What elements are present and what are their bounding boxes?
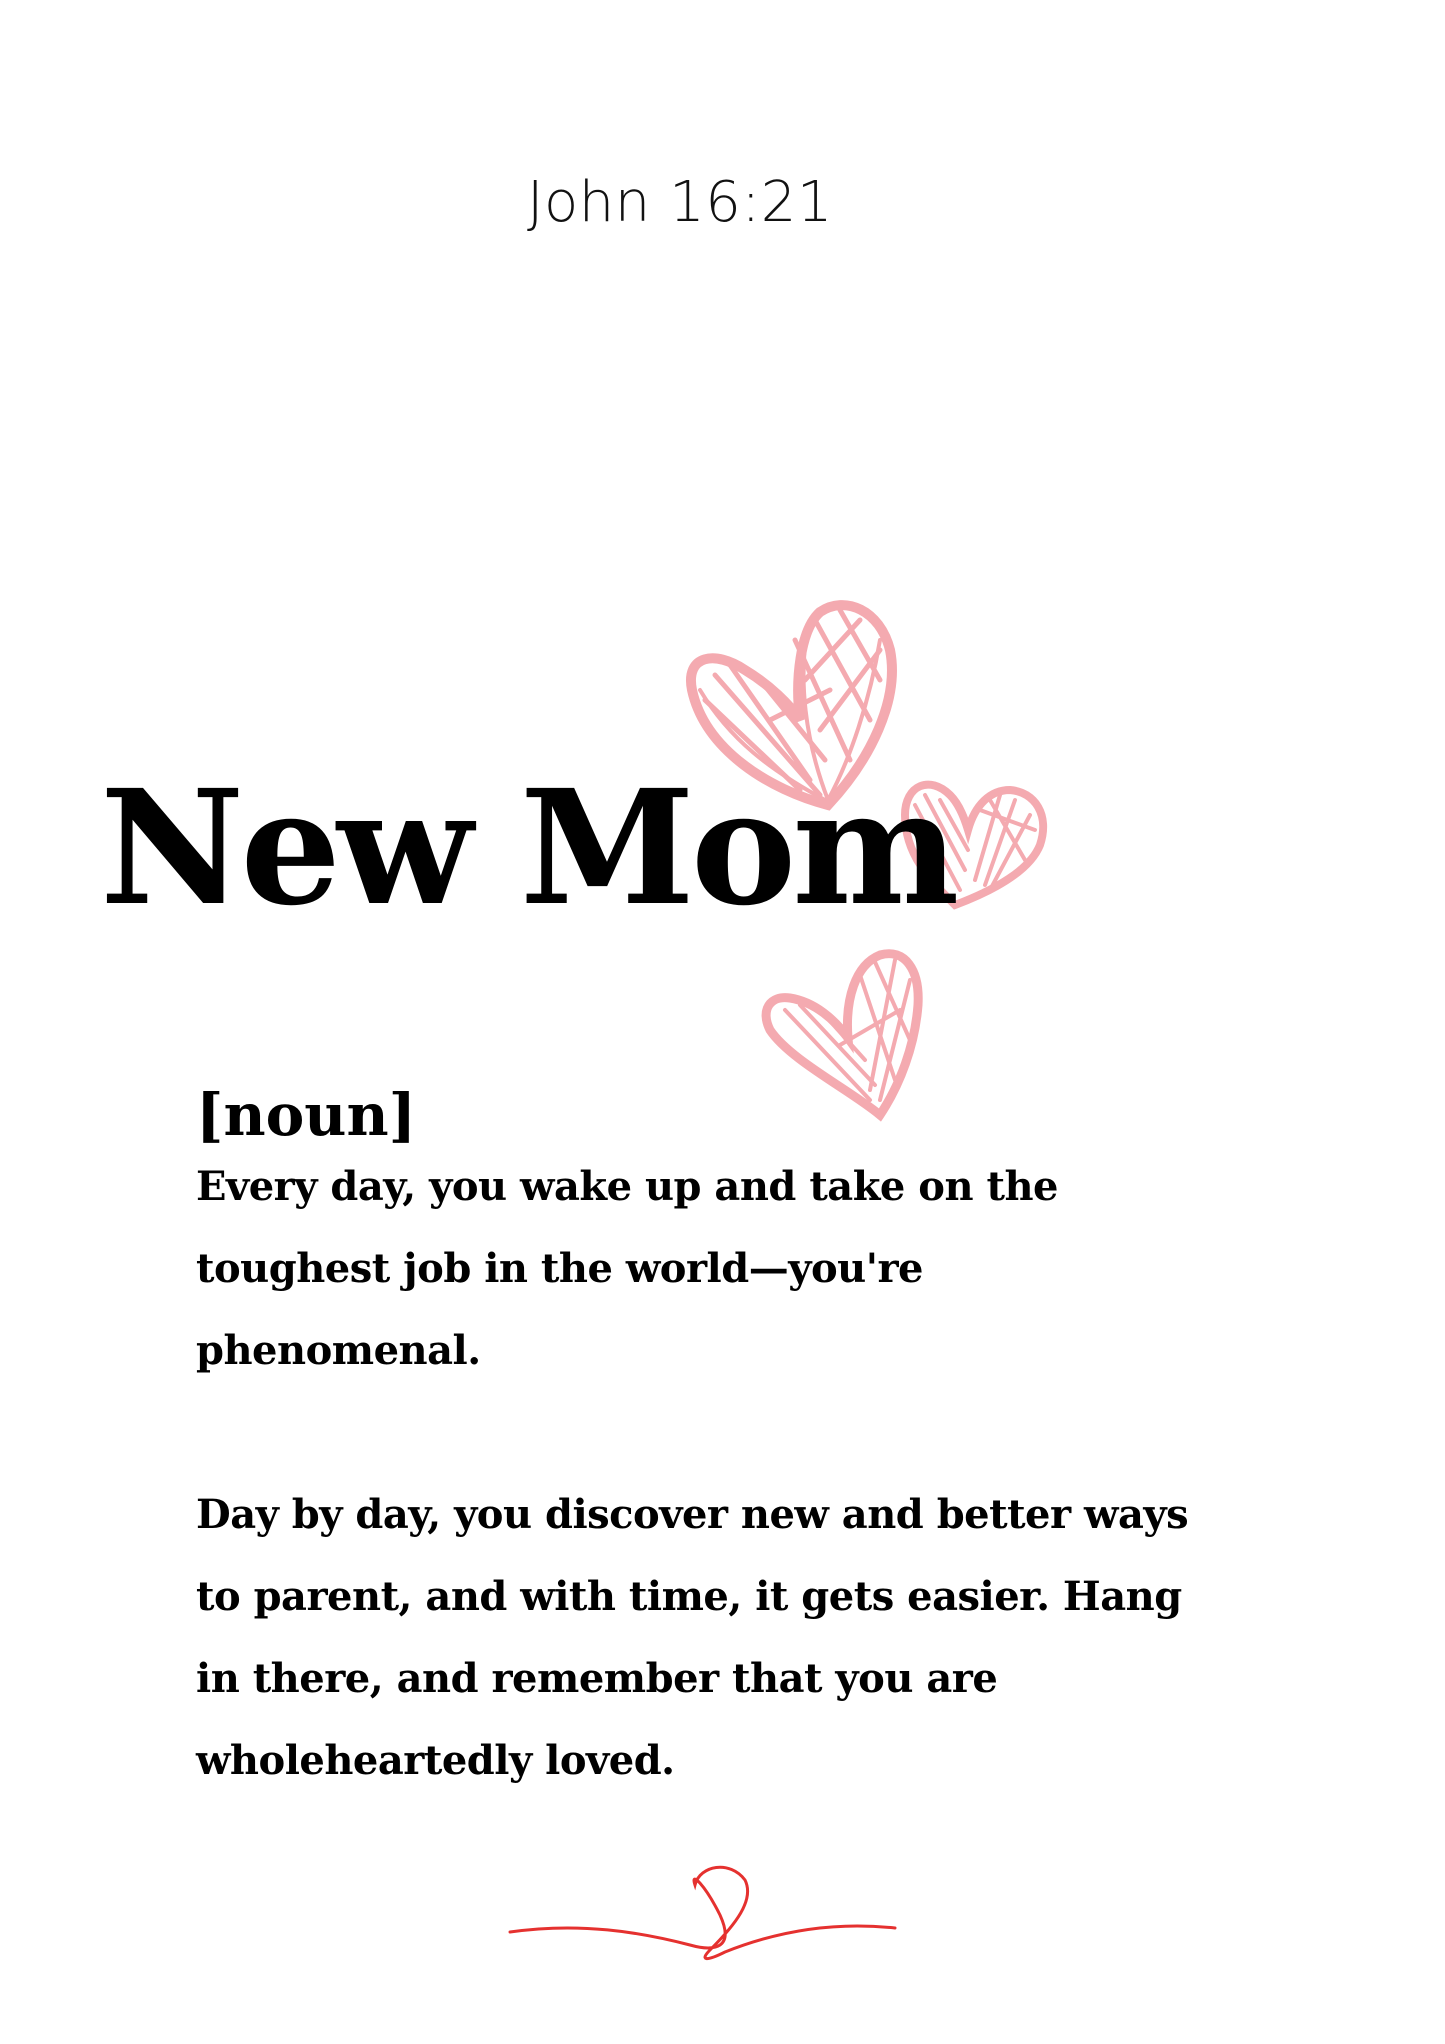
definition-text [196,1146,1196,1802]
definition-paragraph-2: Day by day, you discover new and better ways to parent, and with time, it gets easier. Hang in there, and remember that you are wholeheartedly loved. [196,1491,1189,1784]
small-pink-heart-icon [766,954,918,1115]
heart-line-flourish-icon [510,1867,895,1958]
definition-paragraph-1: Every day, you wake up and take on the toughest job in the world—you're phenomenal. [196,1163,1058,1374]
scripture-reference: John 16:21 [527,170,833,235]
main-title: New Mom [100,756,956,941]
part-of-speech: [noun] [196,1081,417,1149]
